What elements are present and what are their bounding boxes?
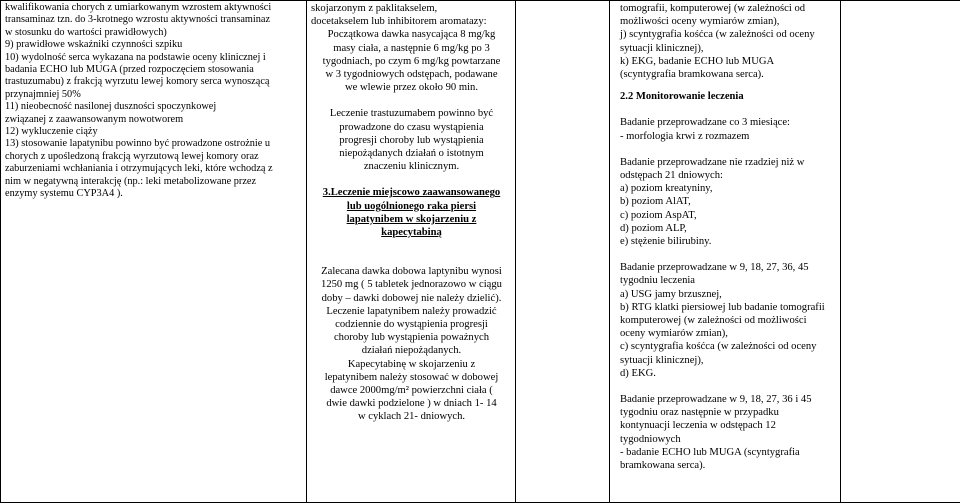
eligibility-criteria-text (1, 1, 306, 201)
text-line: 11) nieobecność nasilonej duszności spoczynkowej (5, 101, 217, 113)
text-line: w cyklach 21- dniowych. (357, 411, 466, 423)
text-line: skojarzonym z paklitakselem, (311, 3, 438, 14)
text-line: Badanie przeprowadzane nie rzadziej niż w (620, 156, 805, 168)
text-line: tomografii, komputerowej (w zależności od (620, 3, 806, 14)
text-line: w 3 tygodniowych odstępach, podawane (325, 69, 498, 81)
eligibility-criteria-cell (1, 1, 307, 503)
text-line: b) RTG klatki piersiowej lub badanie tomografii (620, 301, 825, 313)
text-line: 12) wykluczenie ciąży (5, 126, 98, 138)
empty-cell-right (841, 1, 960, 503)
three-week-tests (620, 156, 837, 248)
text-line: choroby lub wystąpienia poważnych (333, 332, 490, 344)
text-line: - badanie ECHO lub MUGA (scyntygrafia (620, 446, 800, 458)
text-line: badania ECHO lub MUGA (przed rozpoczęciem stosowania (5, 64, 254, 76)
text-line: kwalifikowania chorych z umiarkowanym wzrostem aktywności (5, 2, 272, 13)
text-line: codziennie do wystąpienia progresji (335, 319, 488, 331)
text-line: a) poziom kreatyniny, (620, 183, 713, 195)
text-line: masy ciała, a następnie 6 mg/kg po 3 (333, 42, 490, 54)
text-line: a) USG jamy brzusznej, (620, 288, 722, 300)
monitoring-cell (610, 1, 841, 503)
text-line: związanej z zaawansowanym nowotworem (5, 113, 184, 125)
text-line: doby – dawki dobowej nie należy dzielić). (321, 292, 502, 304)
text-line: j) scyntygrafia kośćca (w zależności od oceny (620, 29, 815, 41)
text-line: e) stężenie bilirubiny. (620, 236, 712, 248)
text-line: niepożądanych działań o istotnym (339, 148, 484, 160)
text-line: lub uogólnionego raka piersi (346, 200, 477, 212)
quarterly-tests (620, 116, 837, 142)
text-line: 13) stosowanie lapatynibu powinno być prowadzone ostrożnie u (5, 138, 271, 150)
text-line: znaczeniu klinicznym. (363, 161, 460, 173)
text-line: 1250 mg ( 5 tabletek jednorazowo w ciągu (321, 279, 502, 291)
lapatinib-dose (311, 265, 512, 357)
text-line: sytuacji klinicznej), (620, 42, 704, 54)
text-line: Kapecytabinę w skojarzeniu z (347, 358, 476, 370)
echo-muga-tests (620, 393, 837, 472)
week-9-tests (620, 261, 837, 380)
text-line: d) EKG. (620, 367, 656, 379)
text-line: Badanie przeprowadzane co 3 miesiące: (620, 117, 791, 129)
text-line: enzymy systemu CYP3A4 ). (5, 188, 123, 200)
text-line: komputerowej (w zależności od możliwości (620, 315, 807, 327)
text-line: tygodniu oraz następnie w przypadku (620, 407, 779, 419)
text-line: tygodniowych (620, 433, 681, 445)
text-line: chorych z upośledzoną frakcją wyrzutową lewej komory oraz (5, 150, 259, 162)
text-line: tygodniu leczenia (620, 275, 696, 287)
trastuzumab-dose (311, 28, 512, 94)
text-line: 3.Leczenie miejscowo zaawansowanego (322, 187, 501, 199)
text-line: trastuzumabu) z frakcją wyrzutu lewej komory serca wynoszącą (5, 76, 270, 88)
text-line: - morfologia krwi z rozmazem (620, 130, 750, 142)
text-line: lapatynibem w skojarzeniu z (346, 213, 477, 225)
text-line: d) poziom ALP, (620, 222, 687, 234)
trastuzumab-treatment-duration (311, 107, 512, 173)
text-line: k) EKG, badanie ECHO lub MUGA (620, 55, 775, 67)
text-line: zaburzeniami wchłaniania i otrzymujących leki, które wchodzą z (5, 163, 273, 175)
text-line: 9) prawidłowe wskaźniki czynności szpiku (5, 39, 183, 51)
section-3-heading (311, 186, 512, 239)
text-line: możliwości oceny wymiarów zmian), (620, 16, 780, 28)
text-line: Leczenie trastuzumabem powinno być (329, 108, 494, 120)
text-line: b) poziom AlAT, (620, 196, 691, 208)
text-line: odstępach 21 dniowych: (620, 170, 723, 182)
text-line: docetakselem lub inhibitorem aromatazy: (311, 16, 487, 28)
text-line: c) scyntygrafia kośćca (w zależności od oceny (620, 341, 817, 353)
text-line: tygodniach, po czym 6 mg/kg powtarzane (322, 55, 501, 67)
text-line: w stosunku do wartości prawidłowych) (5, 26, 167, 38)
text-line: Leczenie lapatynibem należy prowadzić (326, 305, 497, 317)
text-line: dawce 2000mg/m² powierzchni ciała ( (330, 385, 493, 397)
text-line: sytuacji klinicznej), (620, 354, 704, 366)
monitoring-text (610, 1, 840, 472)
text-line: (scyntygrafia bramkowana serca). (620, 69, 764, 81)
text-line: 10) wydolność serca wykazana na podstawie oceny klinicznej i (5, 51, 266, 63)
text-line: Początkowa dawka nasycająca 8 mg/kg (327, 29, 496, 41)
dosage-text (307, 1, 515, 424)
monitoring-heading: 2.2 Monitorowanie leczenia (620, 91, 744, 103)
text-line: Badanie przeprowadzane w 9, 18, 27, 36, 45 (620, 262, 809, 274)
capecitabine-dose (311, 358, 512, 424)
text-line: prowadzone do czasu wystąpienia (339, 121, 484, 133)
text-line: progresji choroby lub wystąpienia (339, 134, 484, 146)
dosage-intro (311, 2, 512, 28)
text-line: dwie dawki podzielone ) w dniach 1- 14 (326, 398, 497, 410)
empty-cell (516, 1, 610, 503)
text-line: Badanie przeprowadzane w 9, 18, 27, 36 i 45 (620, 394, 812, 406)
text-line: działań niepożądanych. (361, 345, 462, 357)
text-line: transaminaz tzn. do 3-krotnego wzrostu aktywności transaminaz (5, 14, 271, 26)
text-line: nim w negatywną interakcję (np.: leki metabolizowane przez (5, 175, 257, 187)
dosage-cell (307, 1, 516, 503)
text-line: lepatynibem należy stosować w dobowej (324, 371, 499, 383)
text-line: oceny wymiarów zmian), (620, 328, 728, 340)
text-line: kontynuacji leczenia w odstępach 12 (620, 420, 776, 432)
text-line: bramkowana serca). (620, 460, 706, 472)
text-line: przynajmniej 50% (5, 88, 81, 100)
text-line: c) poziom AspAT, (620, 209, 697, 221)
text-line: kapecytabiną (381, 227, 442, 239)
text-line: we wlewie przez około 90 min. (345, 82, 478, 94)
text-line: Zalecana dawka dobowa laptynibu wynosi (321, 266, 502, 278)
diagnostics-list-continued (620, 2, 837, 81)
